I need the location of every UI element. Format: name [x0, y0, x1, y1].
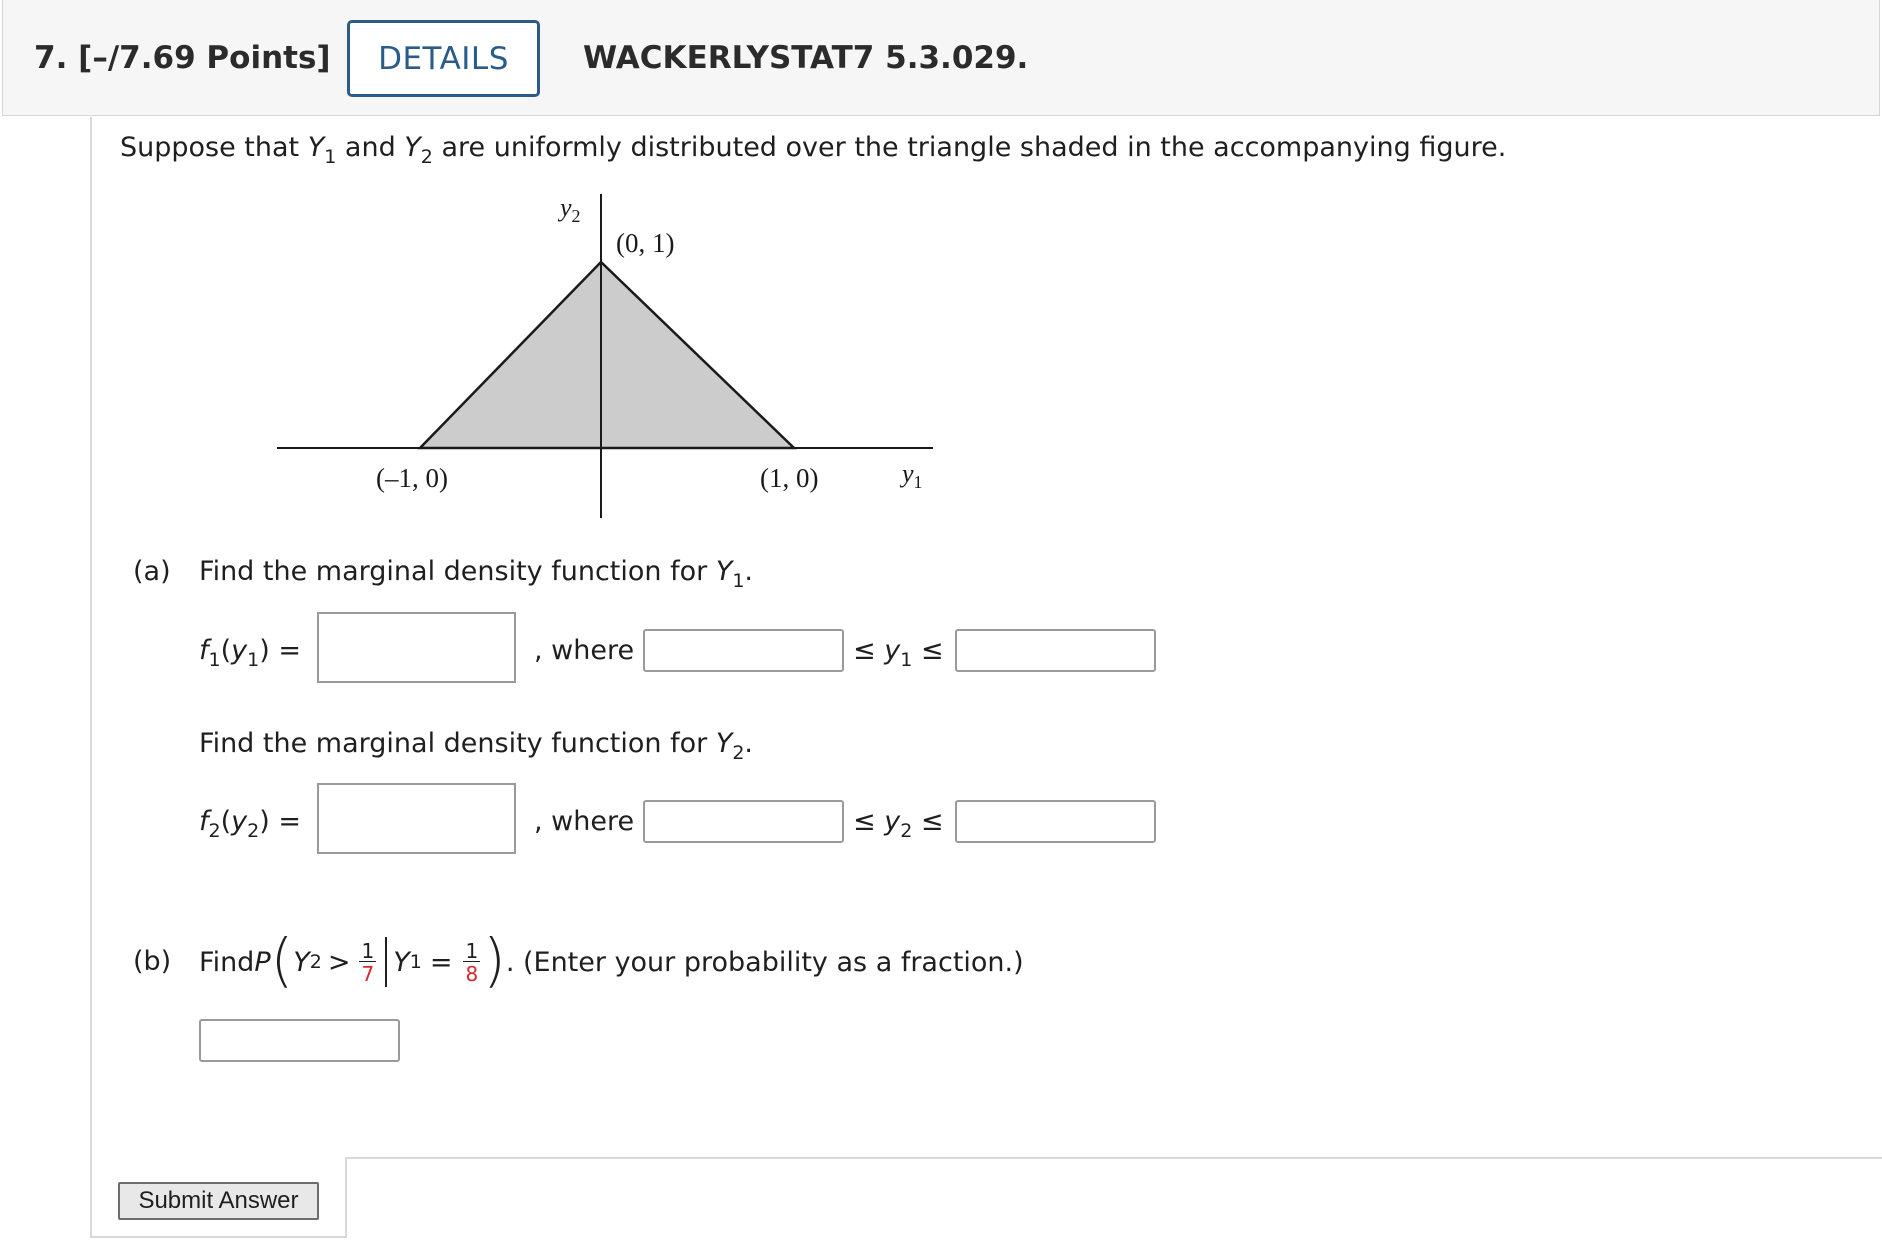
part-b-label: (b) — [133, 946, 172, 977]
submit-divider-vertical — [345, 1157, 347, 1238]
part-a-prompt-y1: Find the marginal density function for $Y_1$. — [199, 556, 753, 592]
f1-upper-bound-input[interactable] — [955, 629, 1156, 672]
point-top-label: (0, 1) — [616, 228, 675, 258]
x-axis-label: $y_1$ — [902, 459, 923, 492]
triangle-figure — [270, 188, 950, 528]
part-a-prompt-y2: Find the marginal density function for $Y_2$. — [199, 728, 753, 764]
f2-upper-bound-input[interactable] — [955, 800, 1156, 843]
f2-lower-bound-input[interactable] — [643, 800, 844, 843]
f1-where-text: , where — [534, 635, 635, 666]
fraction-one-seventh: $\frac{1}{7}$ — [361, 938, 375, 986]
shaded-triangle — [420, 262, 794, 448]
submit-answer-button[interactable]: Submit Answer — [118, 1182, 319, 1220]
f1-answer-input[interactable] — [317, 612, 516, 683]
y-axis-label: $y_2$ — [560, 193, 581, 226]
f2-answer-input[interactable] — [317, 783, 516, 854]
part-b-probability-expression: Find P ( Y 2 > $\frac{1}{7}$ Y 1 = $\frac{1}{8}$ ) . (Enter your probability as a fraction.) — [199, 926, 1024, 994]
y2-range-inequality: ≤ $y_2$ ≤ — [853, 806, 944, 842]
question-code: WACKERLYSTAT7 5.3.029. — [583, 40, 1029, 76]
part-a-label: (a) — [133, 556, 171, 587]
f1-label: $f_1(y_1)$ = — [199, 635, 301, 671]
submit-divider-horizontal — [345, 1157, 1882, 1159]
problem-statement: Suppose that $Y_1$ and $Y_2$ are uniformly distributed over the triangle shaded in the accompanying figure. — [120, 132, 1507, 168]
y1-range-inequality: ≤ $y_1$ ≤ — [853, 635, 944, 671]
content-left-rule — [90, 117, 92, 1238]
point-left-label: (–1, 0) — [376, 463, 448, 493]
f1-lower-bound-input[interactable] — [643, 629, 844, 672]
details-button[interactable]: DETAILS — [347, 20, 540, 97]
given-bar — [385, 937, 387, 987]
question-header — [2, 0, 1880, 116]
f2-label: $f_2(y_2)$ = — [199, 806, 301, 842]
question-number-and-points: 7. [–/7.69 Points] — [34, 40, 331, 76]
probability-answer-input[interactable] — [199, 1019, 400, 1062]
content-bottom-rule — [92, 1236, 347, 1238]
fraction-one-eighth: $\frac{1}{8}$ — [465, 938, 479, 986]
point-right-label: (1, 0) — [760, 463, 819, 493]
f2-where-text: , where — [534, 806, 635, 837]
